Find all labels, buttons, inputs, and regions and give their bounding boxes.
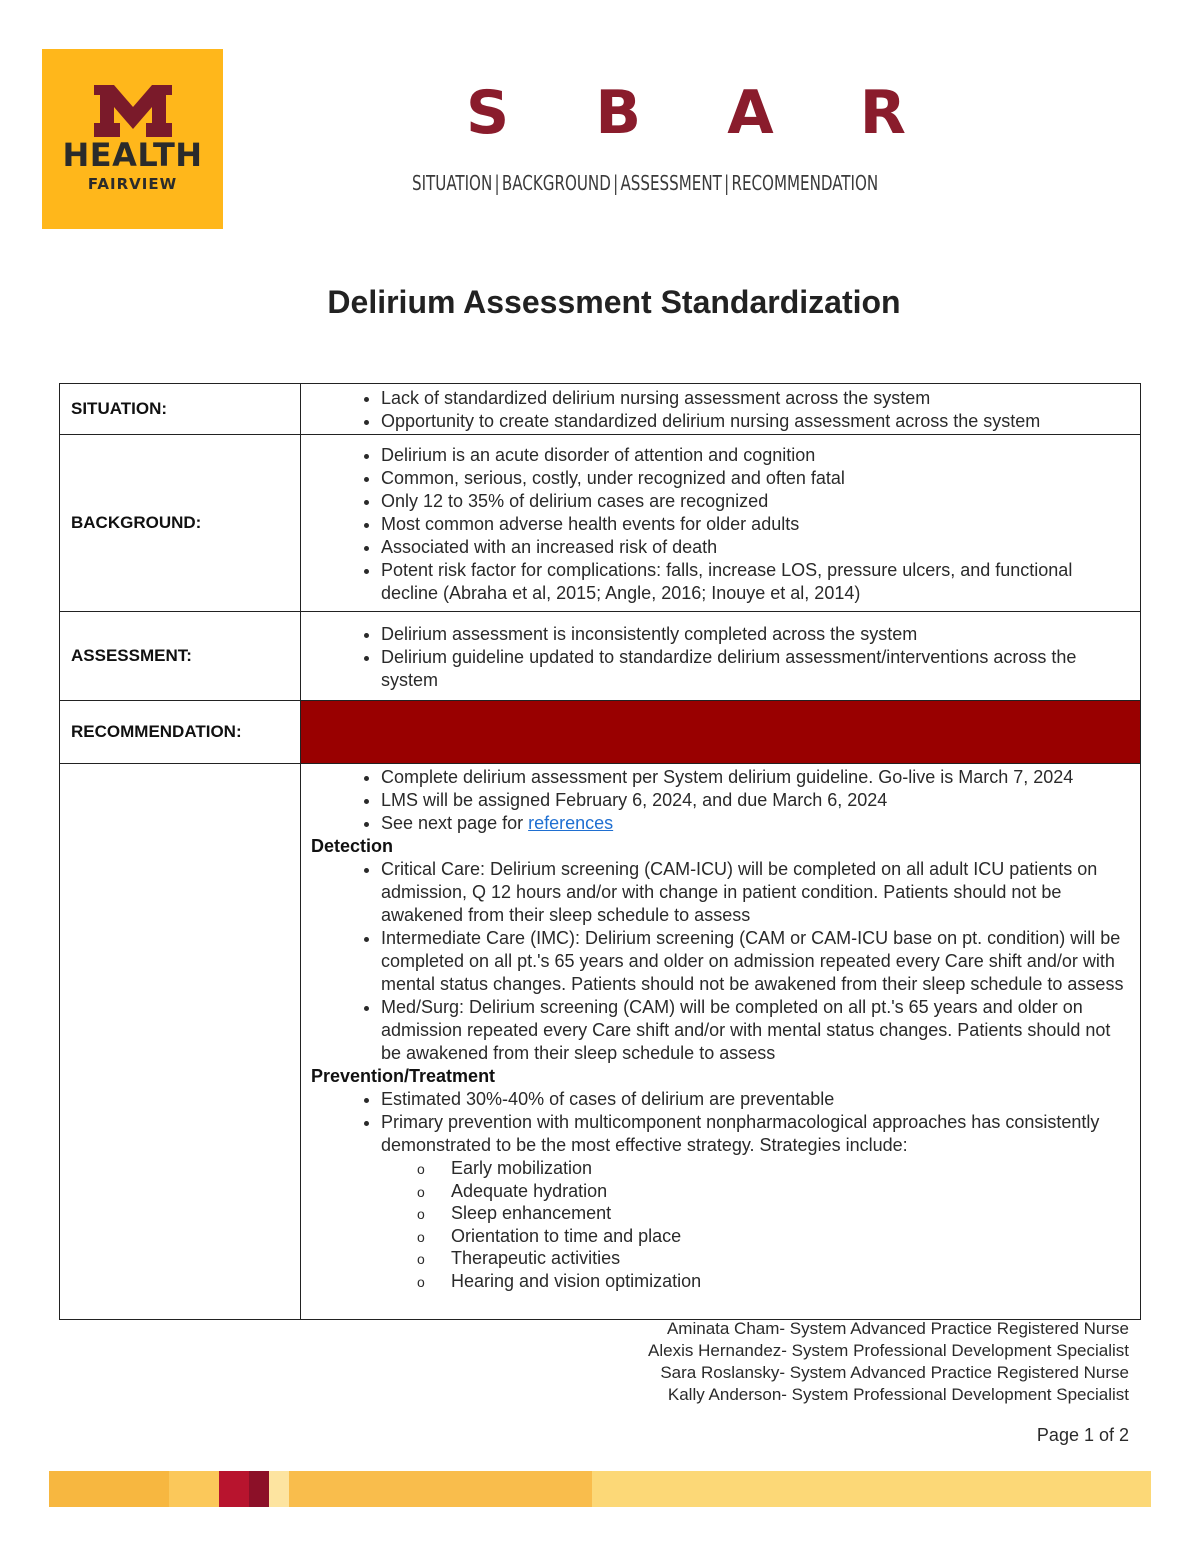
- recommendation-list: [311, 766, 1132, 835]
- sbar-sub-divider: |: [724, 171, 730, 195]
- prevention-heading: Prevention/Treatment: [311, 1066, 496, 1086]
- health-fairview-logo: [42, 49, 223, 229]
- author-line: Kally Anderson- System Professional Development Specialist: [667, 1385, 1129, 1404]
- footer-segment: [219, 1471, 249, 1507]
- list-item: • Associated with an increased risk of death: [381, 536, 1132, 559]
- list-item: o Early mobilization: [451, 1157, 1132, 1180]
- page-number: Page 1 of 2: [1036, 1425, 1129, 1445]
- m-logo-icon: [92, 85, 174, 137]
- sbar-letter-s: S: [466, 78, 510, 148]
- list-item: • Complete delirium assessment per System delirium guideline. Go-live is March 7, 2024: [381, 766, 1132, 789]
- sbar-sub-situation: SITUATION: [412, 171, 493, 195]
- situation-content: [301, 384, 1141, 435]
- background-row: [60, 435, 1141, 612]
- list-item: o Hearing and vision optimization: [451, 1270, 1132, 1293]
- list-item: • LMS will be assigned February 6, 2024, and due March 6, 2024: [381, 789, 1132, 812]
- list-item: • Opportunity to create standardized delirium nursing assessment across the system: [381, 410, 1132, 433]
- assessment-content: [301, 612, 1141, 701]
- footer-segment: [269, 1471, 289, 1507]
- list-item: [381, 1111, 1132, 1292]
- background-list: [311, 444, 1132, 605]
- detection-list: [311, 858, 1132, 1065]
- references-link[interactable]: references: [528, 813, 614, 833]
- recommendation-row: [60, 701, 1141, 764]
- logo-health-text: HEALTH: [62, 136, 203, 174]
- recommendation-content: [301, 764, 1141, 1320]
- recommendation-label: RECOMMENDATION:: [60, 701, 301, 764]
- list-item: • Estimated 30%-40% of cases of delirium are preventable: [381, 1088, 1132, 1111]
- recommendation-color-bar: [301, 701, 1141, 764]
- footer-segment: [49, 1471, 169, 1507]
- see-next-text: See next page for: [381, 813, 529, 833]
- background-label: BACKGROUND:: [60, 435, 301, 612]
- logo-fairview-text: FAIRVIEW: [87, 175, 178, 193]
- recommendation-detail-row: [60, 764, 1141, 1320]
- detection-heading: Detection: [311, 836, 394, 856]
- list-item: • Only 12 to 35% of delirium cases are recognized: [381, 490, 1132, 513]
- situation-list: [311, 387, 1132, 433]
- sbar-table: [59, 383, 1141, 1320]
- list-item: • Most common adverse health events for older adults: [381, 513, 1132, 536]
- situation-row: [60, 384, 1141, 435]
- sbar-subtitle: [412, 168, 878, 198]
- document-title: Delirium Assessment Standardization: [327, 284, 901, 320]
- sbar-heading: [466, 78, 906, 148]
- assessment-label: ASSESSMENT:: [60, 612, 301, 701]
- empty-label-cell: [60, 764, 301, 1320]
- author-line: Aminata Cham- System Advanced Practice Registered Nurse: [666, 1319, 1129, 1338]
- strategies-intro: Primary prevention with multicomponent nonpharmacological approaches has consistently demonstrated to be the most effective strategy. Strategies include:: [381, 1112, 1100, 1155]
- sbar-letter-a: A: [727, 78, 774, 148]
- situation-label: SITUATION:: [60, 384, 301, 435]
- list-item: • Delirium assessment is inconsistently completed across the system: [381, 623, 1132, 646]
- assessment-row: [60, 612, 1141, 701]
- author-line: Sara Roslansky- System Advanced Practice Registered Nurse: [660, 1363, 1129, 1382]
- list-item: • Med/Surg: Delirium screening (CAM) will be completed on all pt.'s 65 years and older on admission repeated every Care shift and/or with mental status changes. Patients should not be awakened from their sleep schedule to assess: [381, 996, 1132, 1065]
- list-item: • Delirium is an acute disorder of attention and cognition: [381, 444, 1132, 467]
- assessment-list: [311, 623, 1132, 692]
- strategies-list: [381, 1157, 1132, 1292]
- list-item: • Lack of standardized delirium nursing assessment across the system: [381, 387, 1132, 410]
- list-item: • Intermediate Care (IMC): Delirium screening (CAM or CAM-ICU base on pt. condition) will be completed on all pt.'s 65 years and older on admission repeated every Care shift and/or with mental status changes. Patients should not be awakened from their sleep schedule to assess: [381, 927, 1132, 996]
- list-item: • Potent risk factor for complications: falls, increase LOS, pressure ulcers, and functional decline (Abraha et al, 2015; Angle, 2016; Inouye et al, 2014): [381, 559, 1132, 605]
- sbar-sub-assessment: ASSESSMENT: [620, 171, 722, 195]
- authors-block: [648, 1318, 1129, 1406]
- list-item: o Adequate hydration: [451, 1180, 1132, 1203]
- list-item: • Common, serious, costly, under recognized and often fatal: [381, 467, 1132, 490]
- sbar-sub-background: BACKGROUND: [501, 171, 611, 195]
- list-item: o Orientation to time and place: [451, 1225, 1132, 1248]
- sbar-letter-r: R: [859, 78, 906, 148]
- footer-segment: [249, 1471, 269, 1507]
- list-item: • Critical Care: Delirium screening (CAM-ICU) will be completed on all adult ICU patients on admission, Q 12 hours and/or with change in patient condition. Patients should not be awakened from their sleep schedule to assess: [381, 858, 1132, 927]
- footer-segment: [592, 1471, 1151, 1507]
- footer-color-bar: [49, 1471, 1151, 1507]
- list-item: o Sleep enhancement: [451, 1202, 1132, 1225]
- prevention-list: [311, 1088, 1132, 1292]
- sbar-sub-divider: |: [613, 171, 619, 195]
- list-item: o Therapeutic activities: [451, 1247, 1132, 1270]
- footer-segment: [169, 1471, 219, 1507]
- sbar-letter-b: B: [595, 78, 642, 148]
- background-content: [301, 435, 1141, 612]
- footer-segment: [289, 1471, 592, 1507]
- sbar-sub-divider: |: [494, 171, 500, 195]
- sbar-sub-recommendation: RECOMMENDATION: [731, 171, 879, 195]
- list-item: [381, 812, 1132, 835]
- list-item: • Delirium guideline updated to standardize delirium assessment/interventions across the system: [381, 646, 1132, 692]
- author-line: Alexis Hernandez- System Professional Development Specialist: [648, 1341, 1129, 1360]
